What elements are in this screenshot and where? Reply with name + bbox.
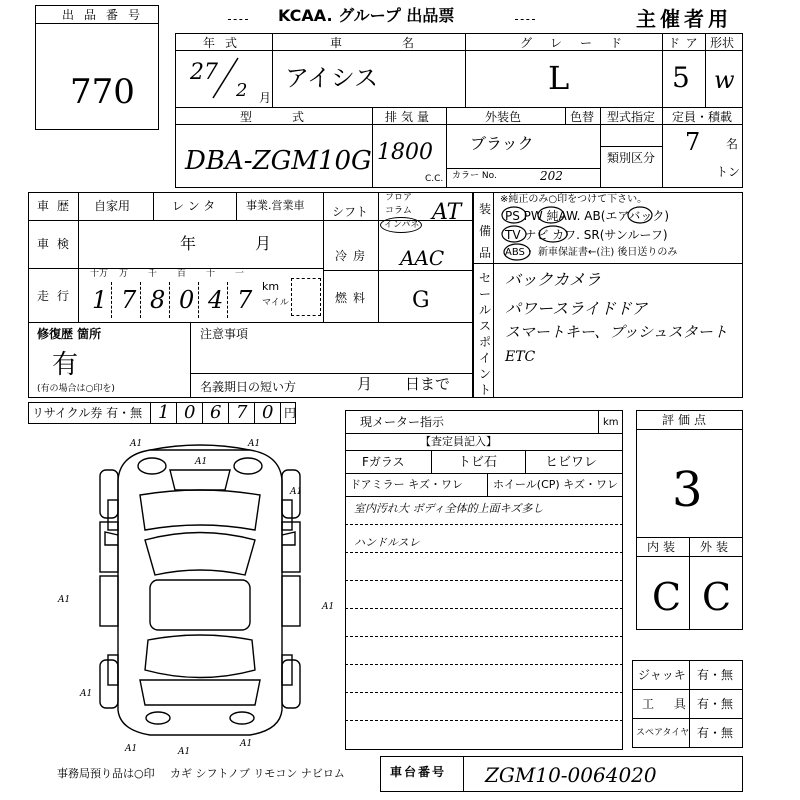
repair-label: 修復歴 箇所 xyxy=(37,327,102,341)
grade-label: グレード xyxy=(520,36,641,50)
tool-jack-label: ジャッキ xyxy=(638,668,686,682)
remark-1: 室内汚れ大 ボディ全体的上面キズ多し xyxy=(354,502,544,515)
ac-value: AAC xyxy=(400,246,445,270)
organizer-label: 主催者用 xyxy=(636,7,732,31)
color-change-label: 色替 xyxy=(570,110,595,124)
expiry-label: 名義期日の短い方 xyxy=(200,380,297,394)
recycle-unit: 円 xyxy=(284,406,297,420)
shift-value: AT xyxy=(432,200,462,225)
interior-value: C xyxy=(652,575,682,619)
mileage-label: 走行 xyxy=(37,289,78,303)
history-private: 自家用 xyxy=(94,199,131,213)
sales-point-3: スマートキー、プッシュスタート xyxy=(505,323,728,341)
month-unit: 月 xyxy=(259,91,272,105)
interior-label: 内装 xyxy=(647,540,680,554)
car-name-label: 車名 xyxy=(330,36,475,50)
title-dashes-right xyxy=(515,19,535,20)
inspection-label: 車検 xyxy=(37,237,78,251)
shift-label: シフト xyxy=(332,205,369,219)
diagram-mark-8: A1 xyxy=(125,744,138,754)
glass-chip: トビ石 xyxy=(458,455,498,470)
tool-spare-value: 有・無 xyxy=(697,726,734,740)
mileage-digit-3: 0 xyxy=(179,286,195,314)
mileage-unit-4: 十 xyxy=(206,269,216,279)
model-label: 型式 xyxy=(240,110,345,124)
recycle-digit-4: 0 xyxy=(262,402,274,423)
mileage-digit-2: 8 xyxy=(150,286,166,314)
capacity-label: 定員・積載 xyxy=(672,110,733,124)
mileage-digit-0: 1 xyxy=(92,286,108,314)
doors-value: 5 xyxy=(672,61,690,94)
ac-label: 冷房 xyxy=(335,249,372,263)
mileage-unit-5: 一 xyxy=(235,269,245,279)
diagram-mark-4: A1 xyxy=(290,487,303,497)
mileage-unit-3: 百 xyxy=(177,269,187,279)
diagram-mark-10: A1 xyxy=(240,739,253,749)
glass-crack: ヒビワレ xyxy=(545,455,598,470)
exterior-label: 外装 xyxy=(700,540,733,554)
diagram-mark-7: A1 xyxy=(80,689,93,699)
sales-point-2: パワースライドドア xyxy=(505,299,648,318)
sales-point-4: ETC xyxy=(505,349,536,365)
grade-value: L xyxy=(548,59,570,97)
history-rental: レンタ xyxy=(172,199,220,213)
rating-value: 3 xyxy=(672,462,703,518)
displacement-value: 1800 xyxy=(377,140,433,165)
equipment-line1: PS PW 純AW. AB(エアバック) xyxy=(505,209,670,223)
diagram-mark-1: A1 xyxy=(130,439,143,449)
year-value: 27 xyxy=(190,60,218,85)
diagram-mark-5: A1 xyxy=(58,595,71,605)
form-value: w xyxy=(714,66,735,94)
form-label: 形状 xyxy=(710,36,735,50)
car-name-value: アイシス xyxy=(285,64,379,92)
glass-label: Fガラス xyxy=(362,455,405,469)
notes-label: 注意事項 xyxy=(200,327,249,341)
month-value: 2 xyxy=(236,80,248,101)
shift-column: コラム xyxy=(385,206,412,216)
tool-tools-label: 工 具 xyxy=(642,697,694,711)
model-value: DBA-ZGM10G xyxy=(185,146,372,176)
recycle-digit-0: 1 xyxy=(158,402,170,423)
title-dashes-left xyxy=(228,19,248,20)
expiry-month: 月 xyxy=(357,375,373,393)
equipment-label: 装備品 xyxy=(479,202,492,260)
color-value: ブラック xyxy=(470,134,534,153)
chassis-value: ZGM10-0064020 xyxy=(485,763,657,787)
capacity-value: 7 xyxy=(685,128,701,156)
km-label: km xyxy=(262,280,280,293)
capacity-unit: 名 xyxy=(726,137,739,151)
ton-unit: トン xyxy=(716,165,741,179)
remark-2: ハンドルスレ xyxy=(354,536,420,549)
fuel-label: 燃料 xyxy=(335,291,372,305)
wheel-label: ホイール(CP) キズ・ワレ xyxy=(493,478,618,491)
mirror-label: ドアミラー キズ・ワレ xyxy=(350,478,463,491)
inspector-section-label: 【査定員記入】 xyxy=(420,435,497,448)
tool-spare-label: スペアタイヤ xyxy=(636,728,690,738)
expiry-day: 日まで xyxy=(405,375,451,393)
recycle-digit-1: 0 xyxy=(184,402,196,423)
inspection-month-unit: 月 xyxy=(255,234,272,253)
mileage-unit-2: 千 xyxy=(148,269,158,279)
doors-label: ドア xyxy=(668,36,704,50)
shift-floor: フロア xyxy=(385,193,413,203)
color-no-label: カラー No. xyxy=(452,171,497,181)
mileage-digit-5: 7 xyxy=(237,286,253,314)
exterior-value: C xyxy=(702,575,732,619)
lot-number: 770 xyxy=(70,72,135,112)
equipment-line2: TV ナビ カワ. SR(サンルーフ) xyxy=(505,228,668,242)
diagram-mark-6: A1 xyxy=(322,602,335,612)
fuel-value: G xyxy=(412,288,430,313)
lot-number-label: 出品番号 xyxy=(62,8,151,22)
mileage-digit-1: 7 xyxy=(121,286,137,314)
equipment-line3: ABS・ 新車保証書←(注) 後日送りのみ xyxy=(505,247,678,258)
diagram-mark-2: A1 xyxy=(248,439,261,449)
color-label: 外装色 xyxy=(485,110,522,124)
mile-label: マイル xyxy=(262,298,289,308)
category-label: 類別区分 xyxy=(607,151,656,165)
repair-hint: (有の場合は○印を) xyxy=(37,384,115,394)
tool-tools-value: 有・無 xyxy=(697,697,734,711)
equipment-note: ※純正のみ○印をつけて下さい。 xyxy=(500,194,648,205)
mileage-unit-0: 十万 xyxy=(90,269,109,279)
mileage-unit-1: 万 xyxy=(119,269,129,279)
color-no-value: 202 xyxy=(540,169,563,183)
history-business: 事業.営業車 xyxy=(246,199,305,212)
office-note: 事務局預り品は○印 xyxy=(57,767,155,780)
rating-label: 評価点 xyxy=(662,413,711,427)
meter-km-unit: km xyxy=(603,417,619,428)
chassis-label: 車台番号 xyxy=(390,765,447,779)
history-label: 車歴 xyxy=(37,199,78,213)
type-designation-label: 型式指定 xyxy=(607,110,656,124)
diagram-mark-3: A1 xyxy=(195,457,208,467)
repair-value: 有 xyxy=(52,350,79,380)
meter-label: 現メーター指示 xyxy=(360,415,445,429)
inspection-year-unit: 年 xyxy=(180,234,197,253)
office-items: カギ シフトノブ リモコン ナビロム xyxy=(170,767,345,780)
sales-point-1: バックカメラ xyxy=(505,270,602,289)
displacement-label: 排気量 xyxy=(385,110,434,124)
recycle-label: リサイクル券 有・無 xyxy=(32,406,143,420)
recycle-digit-3: 7 xyxy=(236,402,248,423)
sales-points-label: セールスポイント xyxy=(479,271,492,397)
sheet-title: KCAA. グループ 出品票 xyxy=(278,6,455,25)
cc-unit: C.C. xyxy=(425,174,444,184)
tool-jack-value: 有・無 xyxy=(697,668,734,682)
year-label: 年式 xyxy=(203,36,248,50)
recycle-digit-2: 6 xyxy=(210,402,222,423)
shift-instpanel: インパネ xyxy=(384,220,420,230)
diagram-mark-9: A1 xyxy=(178,747,191,757)
mileage-digit-4: 4 xyxy=(208,286,224,314)
